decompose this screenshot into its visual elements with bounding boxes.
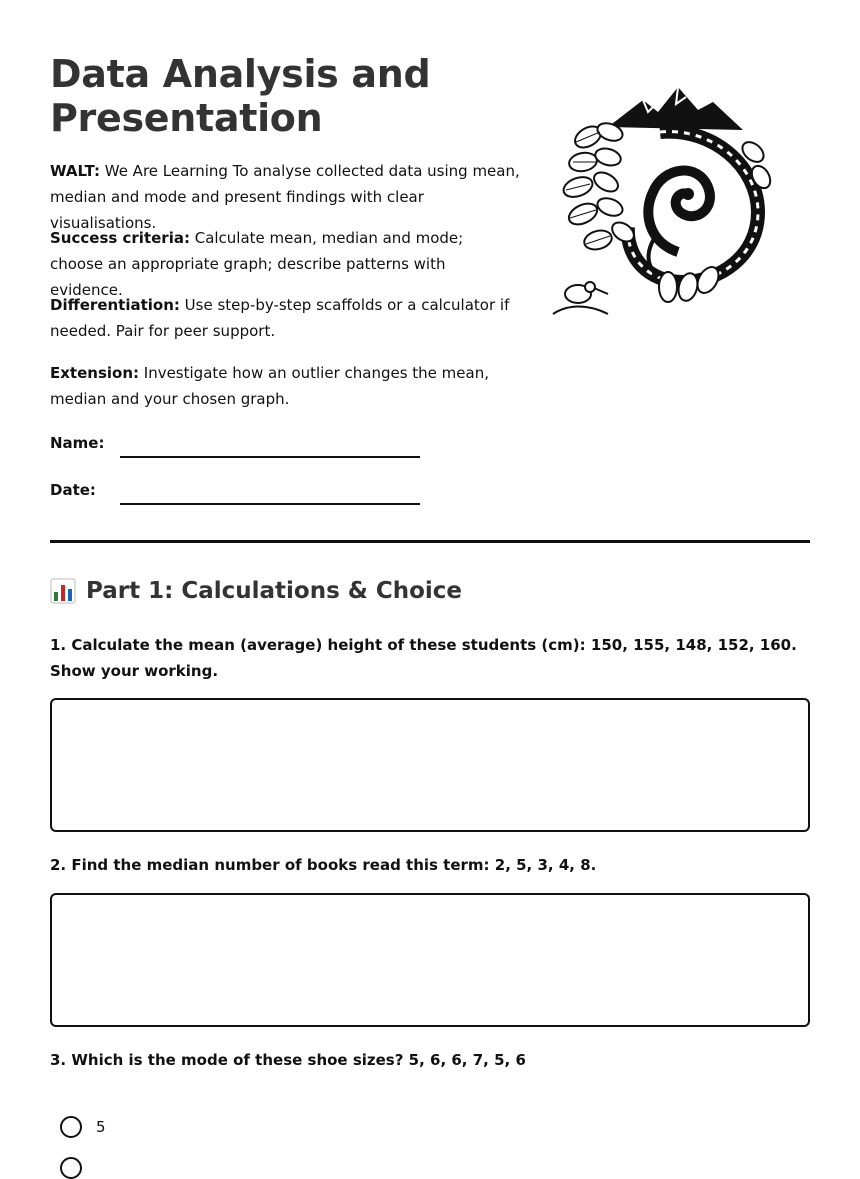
success-criteria-text: Calculate mean, median and mode; choose an appropriate graph; describe patterns with evidence. bbox=[50, 229, 464, 299]
answer-box-q1[interactable] bbox=[50, 698, 810, 832]
extension-text: Investigate how an outlier changes the mean, median and your chosen graph. bbox=[50, 364, 489, 408]
walt-label: WALT: bbox=[50, 162, 100, 180]
bar-chart-icon bbox=[50, 578, 76, 604]
differentiation-paragraph bbox=[50, 292, 520, 344]
date-field[interactable] bbox=[120, 503, 420, 505]
section-divider bbox=[50, 540, 810, 543]
q3-option-5[interactable] bbox=[60, 1116, 106, 1138]
question-2: 2. Find the median number of books read this term: 2, 5, 3, 4, 8. bbox=[50, 856, 597, 874]
date-label: Date: bbox=[50, 481, 96, 499]
question-3: 3. Which is the mode of these shoe sizes? 5, 6, 6, 7, 5, 6 bbox=[50, 1051, 526, 1069]
differentiation-label: Differentiation: bbox=[50, 296, 180, 314]
extension-paragraph bbox=[50, 360, 520, 412]
extension-label: Extension: bbox=[50, 364, 139, 382]
section-title: Part 1: Calculations & Choice bbox=[86, 578, 462, 604]
walt-text: We Are Learning To analyse collected data using mean, median and mode and present findings with clear visualisations. bbox=[50, 162, 520, 232]
koru-fern-illustration bbox=[548, 82, 773, 322]
question-1: 1. Calculate the mean (average) height of these students (cm): 150, 155, 148, 152, 160. Show your working. bbox=[50, 636, 797, 680]
option-label: 5 bbox=[96, 1118, 106, 1136]
success-criteria-label: Success criteria: bbox=[50, 229, 190, 247]
name-field[interactable] bbox=[120, 456, 420, 458]
section-heading-part1 bbox=[50, 578, 462, 604]
page-title: Data Analysis and Presentation bbox=[50, 52, 431, 140]
name-label: Name: bbox=[50, 434, 105, 452]
differentiation-text: Use step-by-step scaffolds or a calculator if needed. Pair for peer support. bbox=[50, 296, 510, 340]
q3-option-next[interactable] bbox=[60, 1157, 82, 1179]
radio-button[interactable] bbox=[60, 1116, 82, 1138]
radio-button[interactable] bbox=[60, 1157, 82, 1179]
answer-box-q2[interactable] bbox=[50, 893, 810, 1027]
